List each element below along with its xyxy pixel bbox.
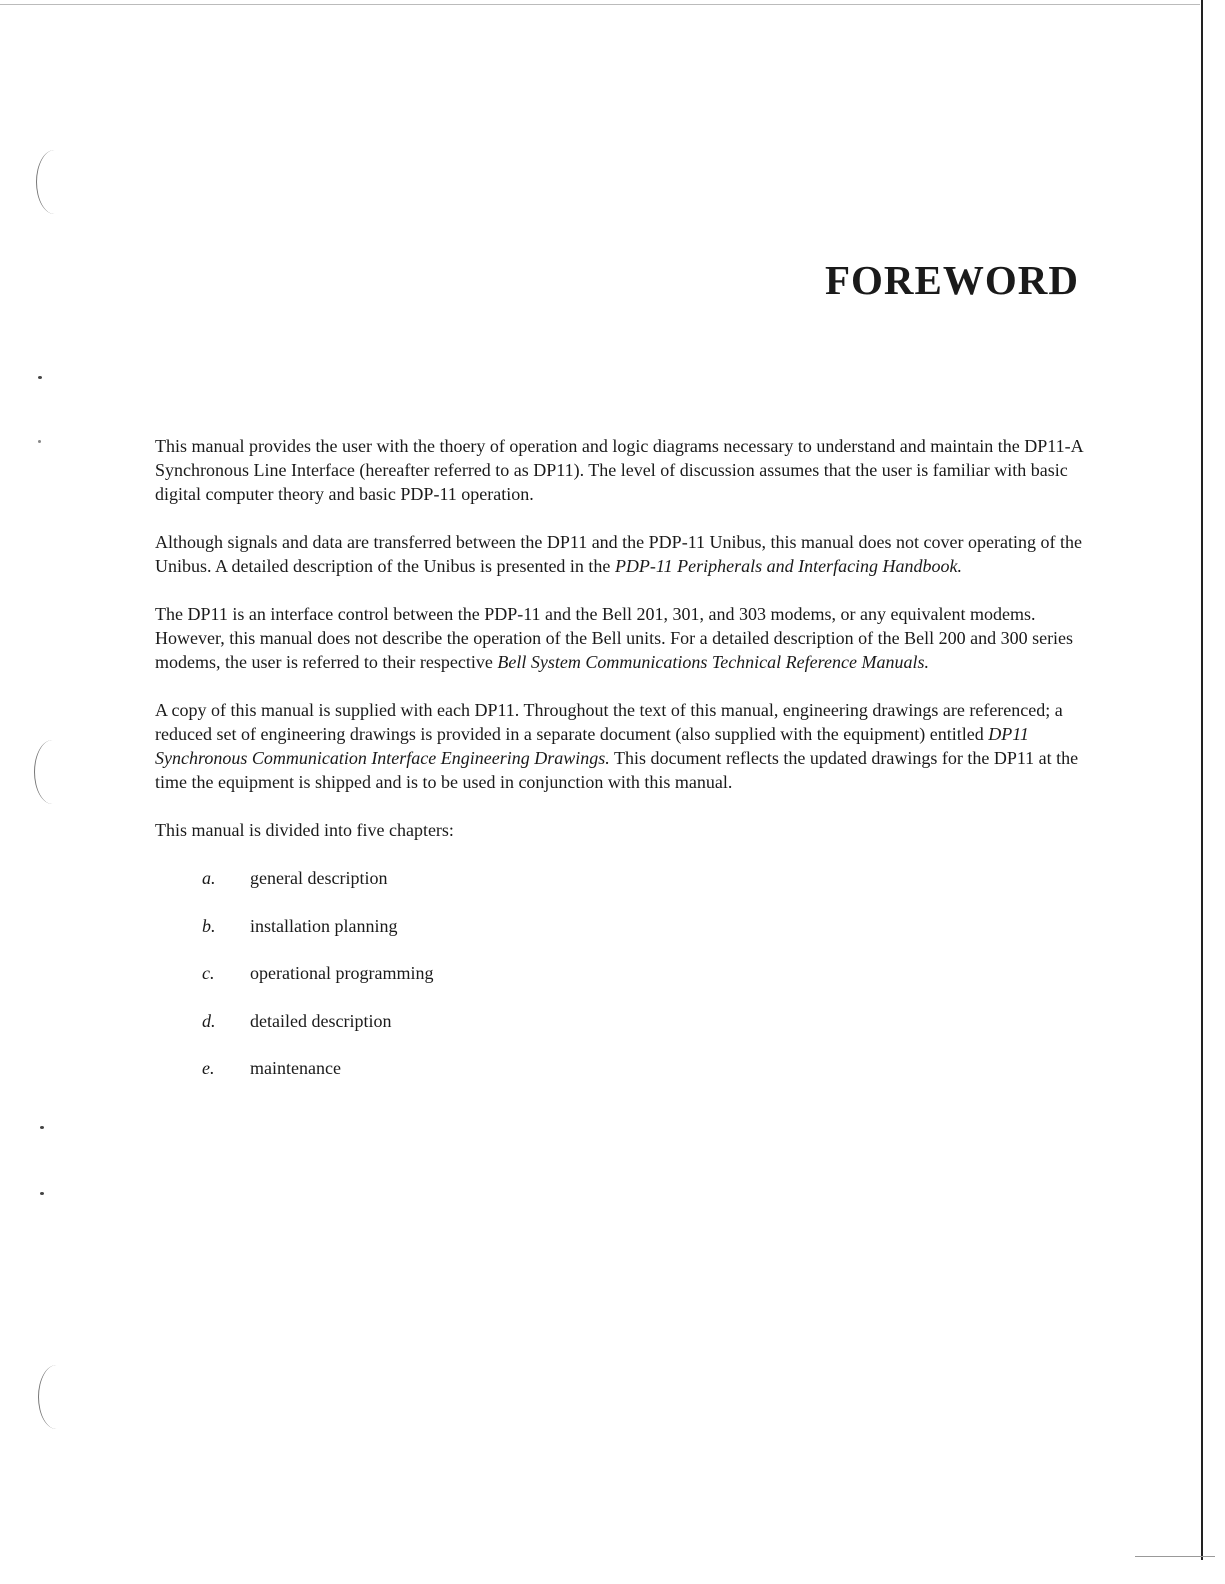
- chapter-label: installation planning: [250, 915, 398, 936]
- paragraph-drawings-text-b: This document reflects the updated drawings for the DP11 at the time the equipment is shipped and is to be used in conjunction with this manual.: [155, 748, 1079, 792]
- chapter-list: [155, 866, 1085, 1104]
- handbook-reference: PDP-11 Peripherals and Interfacing Handbook.: [614, 556, 963, 576]
- scan-speck: [40, 1126, 44, 1129]
- binder-hole-middle: [34, 740, 71, 804]
- paragraph-chapters-intro: This manual is divided into five chapters:: [155, 820, 454, 840]
- chapter-label: detailed description: [250, 1010, 392, 1031]
- list-item: [155, 866, 1085, 914]
- paragraph-drawings-text-a: A copy of this manual is supplied with each DP11. Throughout the text of this manual, engineering drawings are referenced; a reduced set of engineering drawings is provided in a separate document (also supplied with the equipment) entitled: [155, 700, 1063, 744]
- paragraph-unibus: [155, 530, 1085, 578]
- list-marker: d.: [202, 1010, 216, 1031]
- list-marker: b.: [202, 915, 216, 936]
- drawings-reference: DP11 Synchronous Communication Interface Engineering Drawings.: [155, 724, 1029, 768]
- list-item: [155, 1056, 1085, 1104]
- binder-hole-top: [36, 150, 73, 214]
- paragraph-drawings: [155, 698, 1085, 794]
- list-marker: a.: [202, 868, 216, 888]
- scan-bottom-mark: [1135, 1556, 1215, 1557]
- list-marker: e.: [202, 1058, 215, 1078]
- paragraph-unibus-text: Although signals and data are transferred between the DP11 and the PDP-11 Unibus, this manual does not cover operating of the Unibus. A detailed description of the Unibus is presented in the: [155, 532, 1082, 576]
- scan-speck: [38, 440, 41, 443]
- scan-top-edge: [0, 4, 1200, 5]
- scan-speck: [38, 376, 42, 379]
- list-item: [155, 961, 1085, 1009]
- scan-speck: [40, 1192, 44, 1195]
- scan-right-edge: [1201, 0, 1203, 1560]
- chapter-label: maintenance: [250, 1058, 341, 1078]
- page-title: FOREWORD: [825, 257, 1079, 303]
- list-item: [155, 914, 1085, 962]
- chapter-label: general description: [250, 868, 388, 888]
- foreword-body: [155, 434, 1085, 1104]
- binder-hole-bottom: [38, 1365, 75, 1429]
- list-marker: c.: [202, 963, 215, 983]
- bell-manuals-reference: Bell System Communications Technical Reference Manuals.: [497, 652, 929, 672]
- paragraph-purpose: This manual provides the user with the thoery of operation and logic diagrams necessary to understand and maintain the DP11-A Synchronous Line Interface (hereafter referred to as DP11). The level of discussion assumes that the user is familiar with basic digital computer theory and basic PDP-11 operation.: [155, 436, 1083, 504]
- paragraph-modems: [155, 602, 1085, 674]
- list-item: [155, 1009, 1085, 1057]
- paragraph-modems-text: The DP11 is an interface control between the PDP-11 and the Bell 201, 301, and 303 modems, or any equivalent modems. However, this manual does not describe the operation of the Bell units. For a detailed description of the Bell 200 and 300 series modems, the user is referred to their respective: [155, 604, 1074, 672]
- chapter-label: operational programming: [250, 963, 434, 983]
